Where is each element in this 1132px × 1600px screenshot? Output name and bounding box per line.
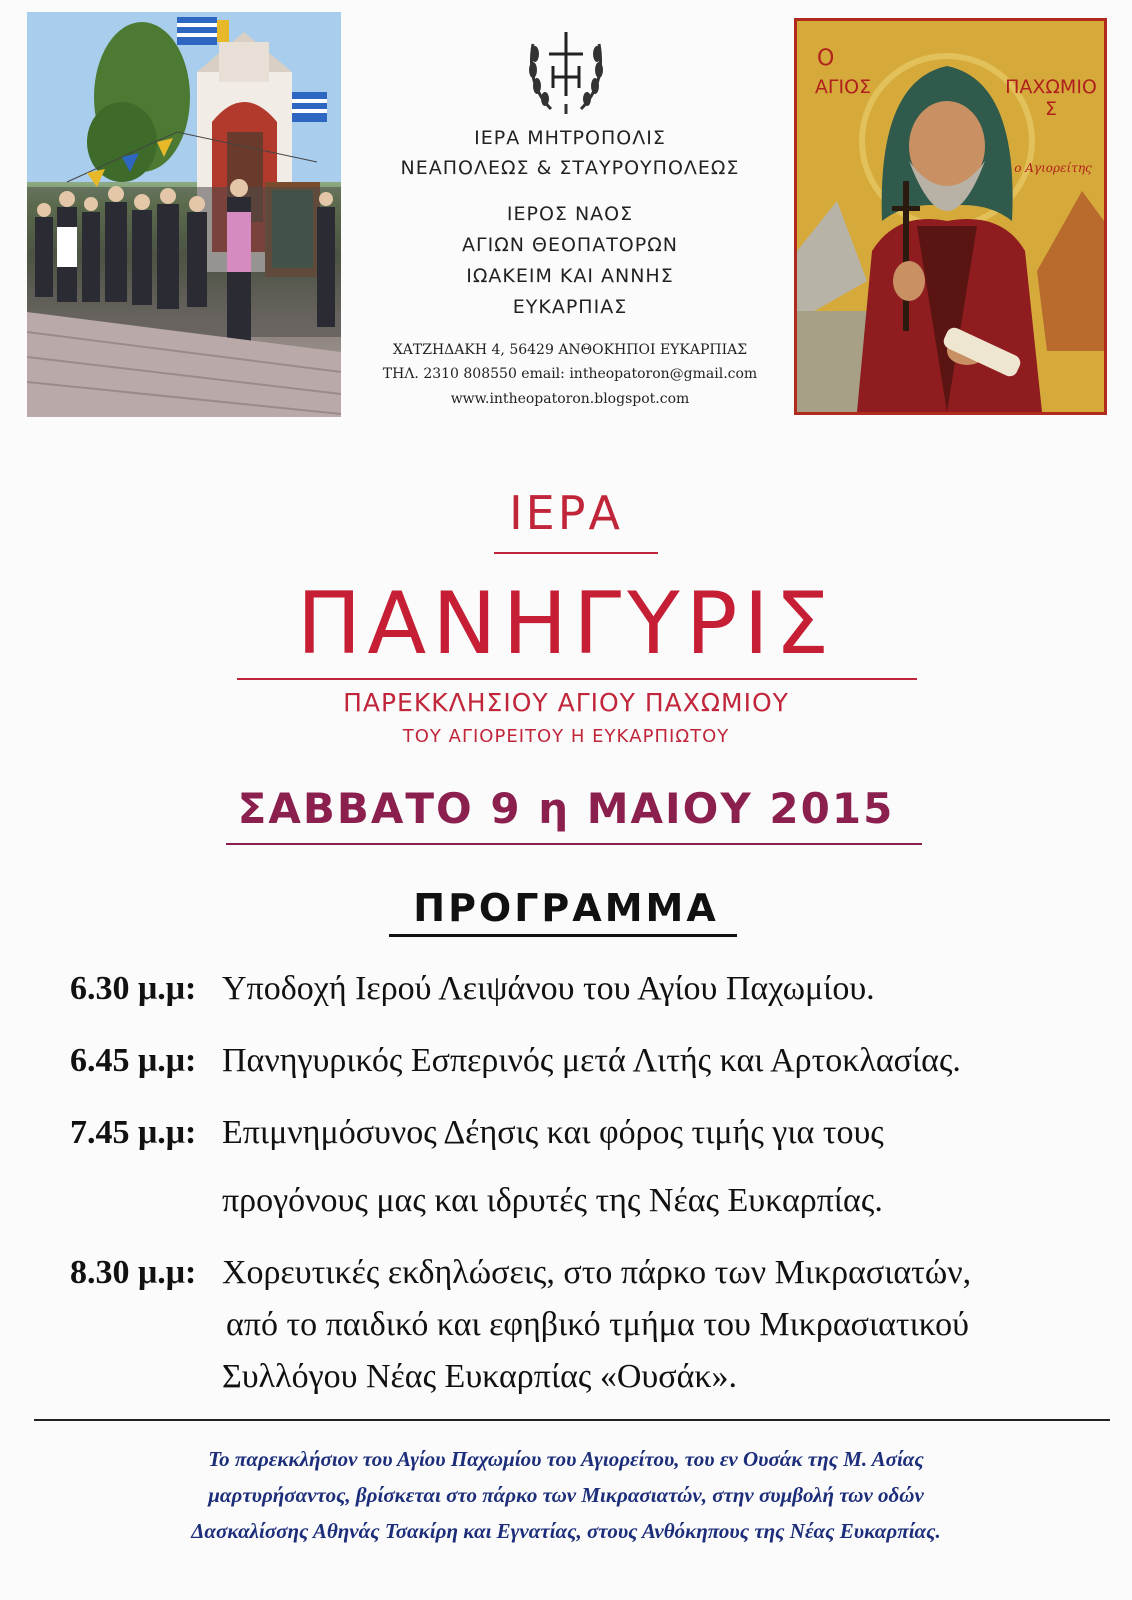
title-iera-underline	[494, 552, 658, 554]
program-item-time: 7.45 μ.μ:	[70, 1114, 197, 1151]
program-item-time: 6.45 μ.μ:	[70, 1042, 197, 1079]
program-item-text: Συλλόγου Νέας Ευκαρπίας «Ουσάκ».	[222, 1358, 738, 1395]
program-heading-underline	[389, 934, 737, 937]
footer-line-3: Δασκαλίσσης Αθηνάς Τσακίρη και Εγνατίας, στους Ανθόκηπους της Νέας Ευκαρπίας.	[191, 1519, 941, 1543]
festival-photo	[27, 12, 341, 417]
subtitle-saint: ΤΟΥ ΑΓΙΟΡΕΙΤΟΥ Η ΕΥΚΑΡΠΙΩΤΟΥ	[402, 726, 730, 747]
title-iera: ΙΕΡΑ	[509, 486, 623, 540]
church-line-4: ΕΥΚΑΡΠΙΑΣ	[512, 296, 628, 318]
metropolis-emblem-icon	[521, 24, 611, 116]
program-item-text: Υποδοχή Ιερού Λειψάνου του Αγίου Παχωμίου.	[222, 970, 875, 1007]
icon-inscription-agios: ΑΓΙΟΣ	[814, 76, 872, 98]
program-item-time: 8.30 μ.μ:	[70, 1254, 197, 1291]
icon-inscription-name: ΠΑΧΩΜΙΟΣ	[1005, 76, 1097, 120]
program-item-text: Επιμνημόσυνος Δέησις και φόρος τιμής για τους	[222, 1114, 884, 1151]
icon-inscription-sub: ο Αγιορείτης	[1014, 161, 1092, 175]
program-item-time: 6.30 μ.μ:	[70, 970, 197, 1007]
saint-icon-image	[794, 18, 1107, 415]
church-line-3: ΙΩΑΚΕΙΜ ΚΑΙ ΑΝΝΗΣ	[466, 265, 674, 287]
metropolis-title: ΙΕΡΑ ΜΗΤΡΟΠΟΛΙΣ	[474, 127, 666, 149]
metropolis-subtitle: ΝΕΑΠΟΛΕΩΣ & ΣΤΑΥΡΟΥΠΟΛΕΩΣ	[400, 157, 740, 179]
footer-line-2: μαρτυρήσαντος, βρίσκεται στο πάρκο των Μικρασιατών, στην συμβολή των οδών	[208, 1483, 924, 1507]
contact-line: ΤΗΛ. 2310 808550 email: intheopatoron@gmail.com	[382, 366, 758, 382]
program-heading: ΠΡΟΓΡΑΜΜΑ	[413, 886, 719, 930]
footer-line-1: Το παρεκκλήσιον του Αγίου Παχωμίου του Αγιορείτου, του εν Ουσάκ της Μ. Ασίας	[208, 1447, 924, 1471]
footer-divider	[34, 1419, 1110, 1421]
program-item-text: από το παιδικό και εφηβικό τμήμα του Μικρασιατικού	[226, 1306, 969, 1343]
event-date-underline	[226, 843, 922, 845]
website: www.intheopatoron.blogspot.com	[450, 391, 690, 407]
subtitle-chapel: ΠΑΡΕΚΚΛΗΣΙΟΥ ΑΓΙΟΥ ΠΑΧΩΜΙΟΥ	[343, 688, 789, 717]
address: ΧΑΤΖΗΔΑΚΗ 4, 56429 ΑΝΘΟΚΗΠΟΙ ΕΥΚΑΡΠΙΑΣ	[392, 342, 748, 358]
church-line-2: ΑΓΙΩΝ ΘΕΟΠΑΤΟΡΩΝ	[462, 234, 678, 256]
program-item-text: προγόνους μας και ιδρυτές της Νέας Ευκαρπίας.	[222, 1182, 883, 1219]
event-date: ΣΑΒΒΑΤΟ 9 η ΜΑΙΟΥ 2015	[237, 784, 895, 833]
title-panigiris: ΠΑΝΗΓΥΡΙΣ	[296, 574, 836, 674]
church-line-1: ΙΕΡΟΣ ΝΑΟΣ	[506, 203, 634, 225]
title-panigiris-underline	[237, 678, 917, 680]
program-item-text: Πανηγυρικός Εσπερινός μετά Λιτής και Αρτοκλασίας.	[222, 1042, 961, 1079]
icon-inscription-o: Ο	[817, 46, 835, 71]
program-item-text: Χορευτικές εκδηλώσεις, στο πάρκο των Μικρασιατών,	[222, 1254, 972, 1291]
